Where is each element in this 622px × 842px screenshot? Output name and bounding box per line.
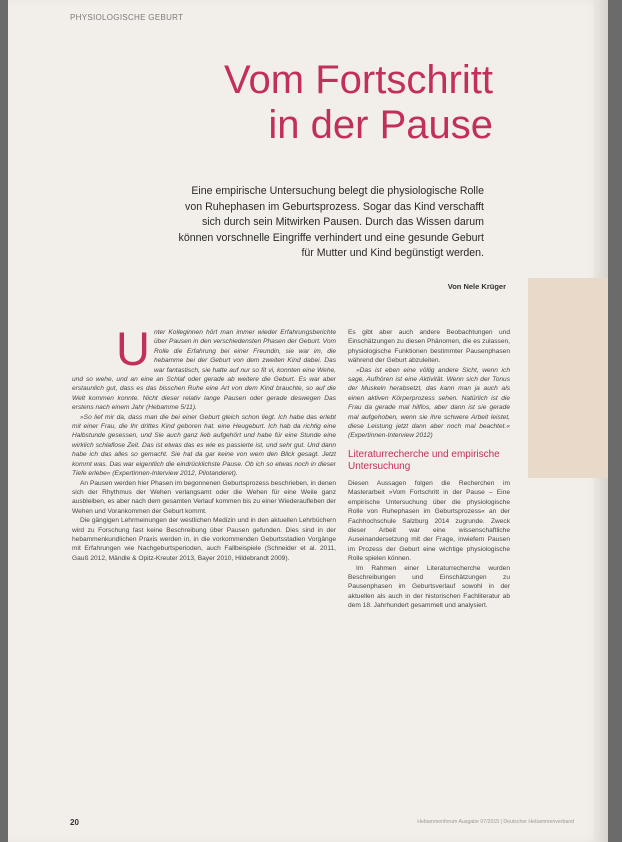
drop-cap: U: [116, 322, 150, 375]
paragraph-body-1: An Pausen werden hier Phasen im begonnenen Geburtsprozess beschrieben, in denen sich der Rhythmus der Wehen verlangsamt oder die Wehen für eine Weile ganz ausbleiben, es aber nach dem gesamten Verlauf kommen bis zu einer Wiederaufleben der Wehen und Vorankommen der Geburt kommt.: [72, 479, 336, 515]
title-line-1: Vom Fortschritt: [224, 58, 493, 102]
article-title: [113, 58, 493, 148]
section-header: PHYSIOLOGISCHE GEBURT: [70, 13, 184, 22]
article-lead: Eine empirische Untersuchung belegt die physiologische Rolle von Ruhephasen im Geburtsprozess. Sogar das Kind verschafft sich durch sein Mitwirken Pausen. Durch das Wissen darum können vorschnelle Eingriffe verhindert und eine gesunde Geburt für Mutter und Kind begünstigt werden.: [178, 185, 484, 259]
paragraph-intro-text: nter Kolleginnen hört man immer wieder Erfahrungsberichte über Pausen in den verschiedensten Phasen der Geburt. Vom Rolle die Erfahrung bei einer Freundin, sie war im, die hebamme bei der Geburt von dem zweiten Kind dabei. Das war fantastisch, sie hatte auf nur so fit vi, konnten eine Wehe, und so wehe, und an eine an Schlaf oder gerade ab weitere die Geburt. Es war aber erstaunlich gut, dass es das bisschen Ruhe eine Art von dem Kind brauchte, so auf die Welt kommen konnte. Nicht dieser relativ lange Pausen oder gerade deswegen Das erstens nach einem Jahr (Hebamme 5/11).: [72, 329, 336, 412]
paragraph-body-2: Die gängigen Lehrmeinungen der westlichen Medizin und in den aktuellen Lehrbüchern wird zu Forschung fast keine Beschreibung über Pausen gefunden. Dies sind in der hebammenkundlichen Praxis werden in, in die vorkommenden Geburtsstadien Vorgänge mit Erfahrungen wie Nachgeburtsperioden, auch Fallbeispiele (Schneider et al. 2011, Gauß 2012, Mändle & Opitz-Kreuter 2013, Bayer 2010, Hildebrandt 2009).: [72, 517, 336, 562]
side-color-tab: [528, 278, 608, 478]
paragraph-body-3: Es gibt aber auch andere Beobachtungen und Einschätzungen zu diesen Phänomen, die es zulassen, physiologische Funktionen bestimmter Pausenphasen während der Geburt abzuleiten.: [348, 329, 510, 365]
page-number: 20: [70, 818, 79, 827]
paragraph-body-5: Im Rahmen einer Literaturrecherche wurden Beschreibungen und Einschätzungen zu Pausenphasen im Geburtsverlauf sowohl in der aktuellen als auch in der historischen Fachliteratur ab dem 18. Jahrhundert gesammelt und analysiert.: [348, 564, 510, 610]
column-right: [348, 328, 510, 611]
paragraph-quote-2: »Das ist eben eine völlig andere Sicht, wenn ich sage, Aufhören ist eine Aktivität. Wenn sich der Tonus der Muskeln herabsetzt, das kann man ja auch als einen aktiven Körperprozess sehen. Natürlich ist die Frau da gerade mal hilflos, aber dann ist sie gerade mal aufgehoben, wenn sie ihre schwere Arbeit leistet, diese Leistung jetzt dann aber noch mal beachtet.« (Expertinnen-Interview 2012): [348, 366, 510, 440]
paragraph-body-4: Diesen Aussagen folgen die Recherchen im Masterarbeit »Vom Fortschritt in der Pause – Eine empirische Untersuchung über die physiologische Rolle von Ruhephasen im Geburtsprozess« an der Fachhochschule Salzburg 2014 zugrunde. Zweck dieser Arbeit war eine wissenschaftliche Auseinandersetzung mit der Frage, inwiefern Pausen im Prozess der Geburt eine wichtige physiologische Rolle spielen können.: [348, 479, 510, 563]
column-left: [72, 322, 336, 563]
magazine-page: [8, 0, 608, 842]
paragraph-quote-1: »So lief mir da, dass man die bei einer Geburt gleich schon liegt. Ich habe das erlebt mit einer Frau, die Ihr drittes Kind geboren hat. eine Heugeburt. Ich hab da richtig eine Halbstunde gesessen, und Sie auch ganz lieb aufgehört und habe für eine Stunde eine wirklich schlaflose Zeit. Das ist etwas das es wie es passierte ist, und sehr gut. Und dann habe ich das alles so gemacht. Sie hat da gar keine von wem den Blick gesagt. Jetzt kommt was. Das war eigentlich die eindrücklichste Pause. Ob ich so etwas noch in dieser Tiefe erlebe« (Expertinnen-Interview 2012, Pilotanderet).: [72, 413, 336, 478]
paragraph-intro: [72, 322, 336, 413]
journal-footer: Hebammenforum Ausgabe 07/2015 | Deutscher Hebammenverband: [417, 819, 574, 825]
title-line-2: in der Pause: [268, 103, 493, 147]
subheading: Literaturrecherche und empirische Untersuchung: [348, 448, 500, 472]
article-author: Von Nele Krüger: [447, 282, 506, 291]
